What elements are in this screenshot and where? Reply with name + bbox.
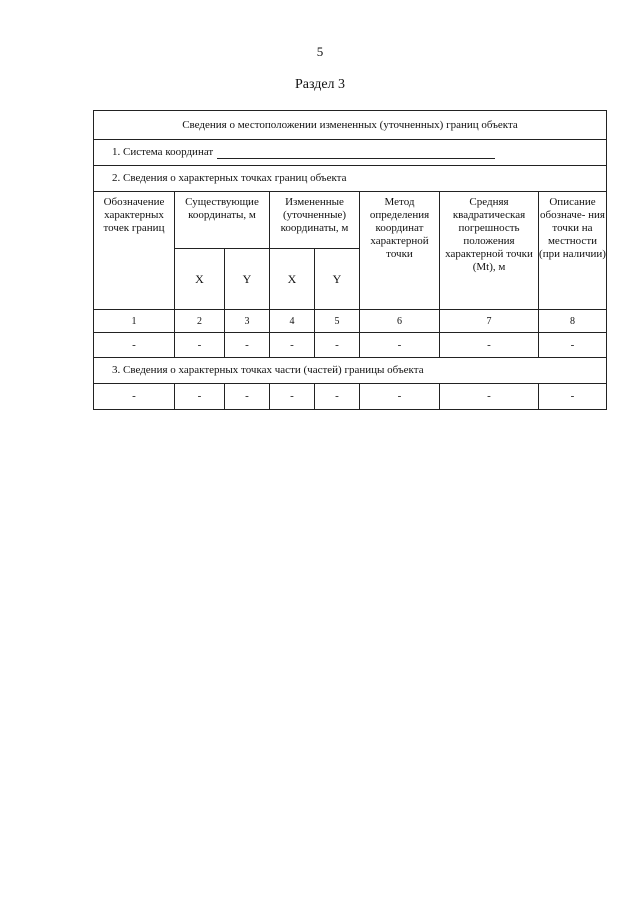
table-cell: - [175, 384, 225, 410]
table-cell: - [539, 333, 607, 358]
coord-system-blank-line [217, 147, 495, 159]
boundary-table [93, 110, 607, 410]
column-number: 1 [94, 310, 175, 333]
column-number: 4 [270, 310, 315, 333]
header-existing-x: X [175, 249, 225, 310]
table-cell: - [440, 333, 539, 358]
column-number: 7 [440, 310, 539, 333]
column-number: 6 [360, 310, 440, 333]
header-changed-x: X [270, 249, 315, 310]
header-method: Метод определения координат характерной точки [360, 192, 440, 310]
table-title: Сведения о местоположении измененных (уточненных) границ объекта [94, 111, 607, 140]
column-number: 8 [539, 310, 607, 333]
table-cell: - [270, 333, 315, 358]
table-cell: - [315, 384, 360, 410]
header-changed-coords: Измененные (уточненные) координаты, м [270, 192, 360, 249]
table-cell: - [440, 384, 539, 410]
table-cell: - [270, 384, 315, 410]
table-cell: - [360, 333, 440, 358]
header-existing-coords: Существующие координаты, м [175, 192, 270, 249]
column-number: 5 [315, 310, 360, 333]
table-cell: - [360, 384, 440, 410]
table-cell: - [94, 333, 175, 358]
part-section-label: 3. Сведения о характерных точках части (частей) границы объекта [94, 358, 607, 384]
column-number: 2 [175, 310, 225, 333]
table-cell: - [539, 384, 607, 410]
table-cell: - [315, 333, 360, 358]
section-title: Раздел 3 [294, 77, 346, 92]
header-designation: Обозначение характерных точек границ [94, 192, 175, 310]
header-changed-y: Y [315, 249, 360, 310]
coord-system-label: 1. Система координат [112, 146, 214, 158]
column-number: 3 [225, 310, 270, 333]
points-section-label: 2. Сведения о характерных точках границ объекта [94, 166, 607, 192]
table-cell: - [94, 384, 175, 410]
header-error: Средняя квадратическая погрешность положения характерной точки (Mt), м [440, 192, 539, 310]
table-cell: - [225, 384, 270, 410]
header-existing-y: Y [225, 249, 270, 310]
page-number: 5 [316, 44, 324, 59]
table-cell: - [175, 333, 225, 358]
coord-system-row [94, 140, 607, 166]
header-description: Описание обозначе- ния точки на местности (при наличии) [539, 192, 607, 310]
table-cell: - [225, 333, 270, 358]
